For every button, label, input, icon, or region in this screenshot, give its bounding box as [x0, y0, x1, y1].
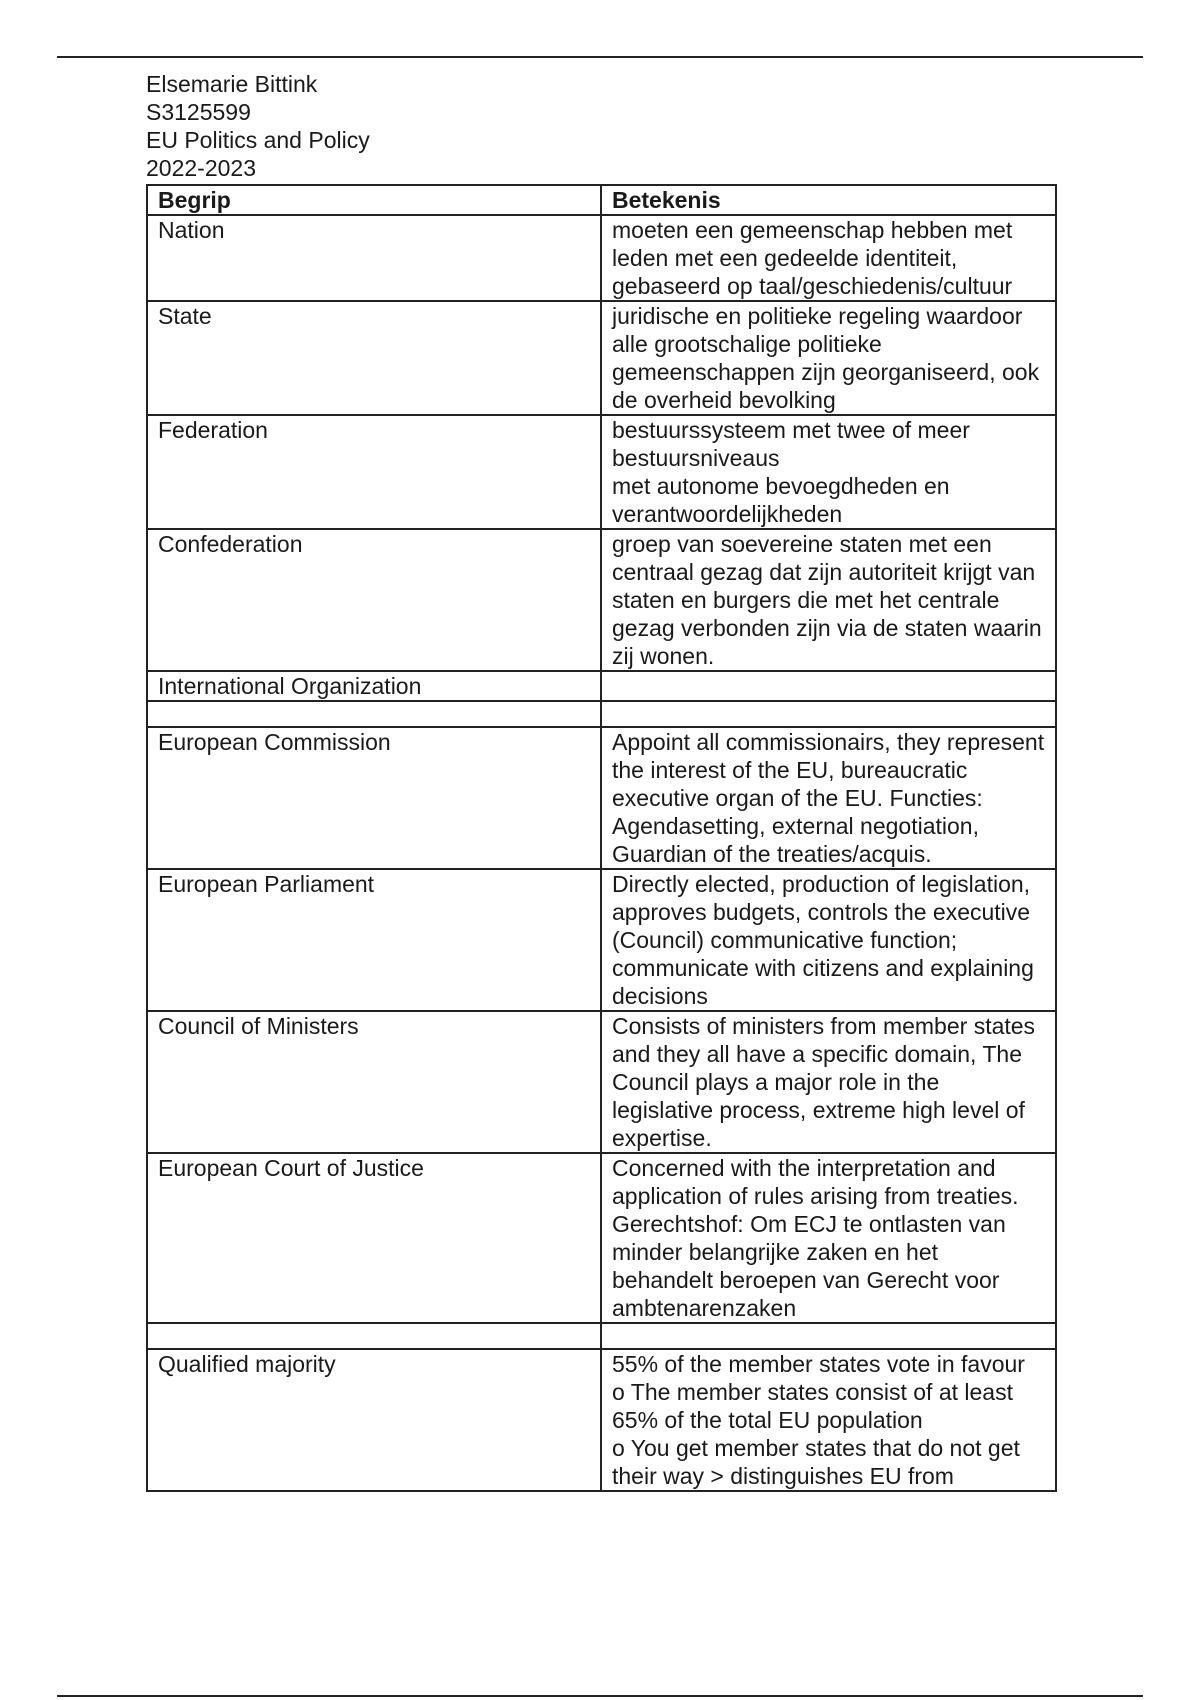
definition-cell: Concerned with the interpretation and application of rules arising from treaties. Gerechtshof: Om ECJ te ontlasten van minder belangrijke zaken en het behandelt beroepen van Gerecht voor ambtenarenzaken: [601, 1153, 1056, 1323]
academic-year: 2022-2023: [146, 155, 256, 181]
definition-cell: Directly elected, production of legislation, approves budgets, controls the executive (Council) communicative function; communicate with citizens and explaining decisions: [601, 869, 1056, 1011]
table-row: [147, 415, 1056, 529]
term-cell: Qualified majority: [147, 1349, 601, 1491]
term-cell: Nation: [147, 215, 601, 301]
term-cell: [147, 701, 601, 727]
table-row: [147, 215, 1056, 301]
table-row: [147, 671, 1056, 701]
table-row-empty: [147, 701, 1056, 727]
definition-cell: bestuurssysteem met twee of meer bestuursniveaus met autonome bevoegdheden en verantwoordelijkheden: [601, 415, 1056, 529]
term-cell: Confederation: [147, 529, 601, 671]
term-cell: European Commission: [147, 727, 601, 869]
table-row: [147, 301, 1056, 415]
definition-cell: Appoint all commissionairs, they represent the interest of the EU, bureaucratic executive organ of the EU. Functies: Agendasetting, external negotiation, Guardian of the treaties/acquis.: [601, 727, 1056, 869]
header-term: Begrip: [147, 185, 601, 215]
definition-cell: moeten een gemeenschap hebben met leden met een gedeelde identiteit, gebaseerd op taal/geschiedenis/cultuur: [601, 215, 1056, 301]
definition-cell: [601, 671, 1056, 701]
term-cell: International Organization: [147, 671, 601, 701]
table-row: [147, 869, 1056, 1011]
definition-cell: groep van soevereine staten met een centraal gezag dat zijn autoriteit krijgt van staten en burgers die met het centrale gezag verbonden zijn via de staten waarin zij wonen.: [601, 529, 1056, 671]
document-header: [146, 70, 370, 182]
header-definition: Betekenis: [601, 185, 1056, 215]
definition-cell: Consists of ministers from member states and they all have a specific domain, The Council plays a major role in the legislative process, extreme high level of expertise.: [601, 1011, 1056, 1153]
table-row: [147, 1349, 1056, 1491]
term-cell: State: [147, 301, 601, 415]
definition-cell: [601, 1323, 1056, 1349]
term-cell: European Parliament: [147, 869, 601, 1011]
table-row: [147, 529, 1056, 671]
glossary-table: [146, 184, 1057, 1492]
term-cell: Council of Ministers: [147, 1011, 601, 1153]
table-row: [147, 1153, 1056, 1323]
author-name: Elsemarie Bittink: [146, 71, 318, 97]
table-row-empty: [147, 1323, 1056, 1349]
table-header-row: [147, 185, 1056, 215]
definition-cell: 55% of the member states vote in favour o The member states consist of at least 65% of the total EU population o You get member states that do not get their way > distinguishes EU from: [601, 1349, 1056, 1491]
term-cell: Federation: [147, 415, 601, 529]
top-rule: [57, 56, 1143, 58]
definition-cell: [601, 701, 1056, 727]
table-row: [147, 1011, 1056, 1153]
term-cell: [147, 1323, 601, 1349]
table-row: [147, 727, 1056, 869]
course-title: EU Politics and Policy: [146, 127, 370, 153]
definition-cell: juridische en politieke regeling waardoor alle grootschalige politieke gemeenschappen zijn georganiseerd, ook de overheid bevolking: [601, 301, 1056, 415]
bottom-rule: [57, 1695, 1143, 1697]
student-id: S3125599: [146, 99, 251, 125]
term-cell: European Court of Justice: [147, 1153, 601, 1323]
